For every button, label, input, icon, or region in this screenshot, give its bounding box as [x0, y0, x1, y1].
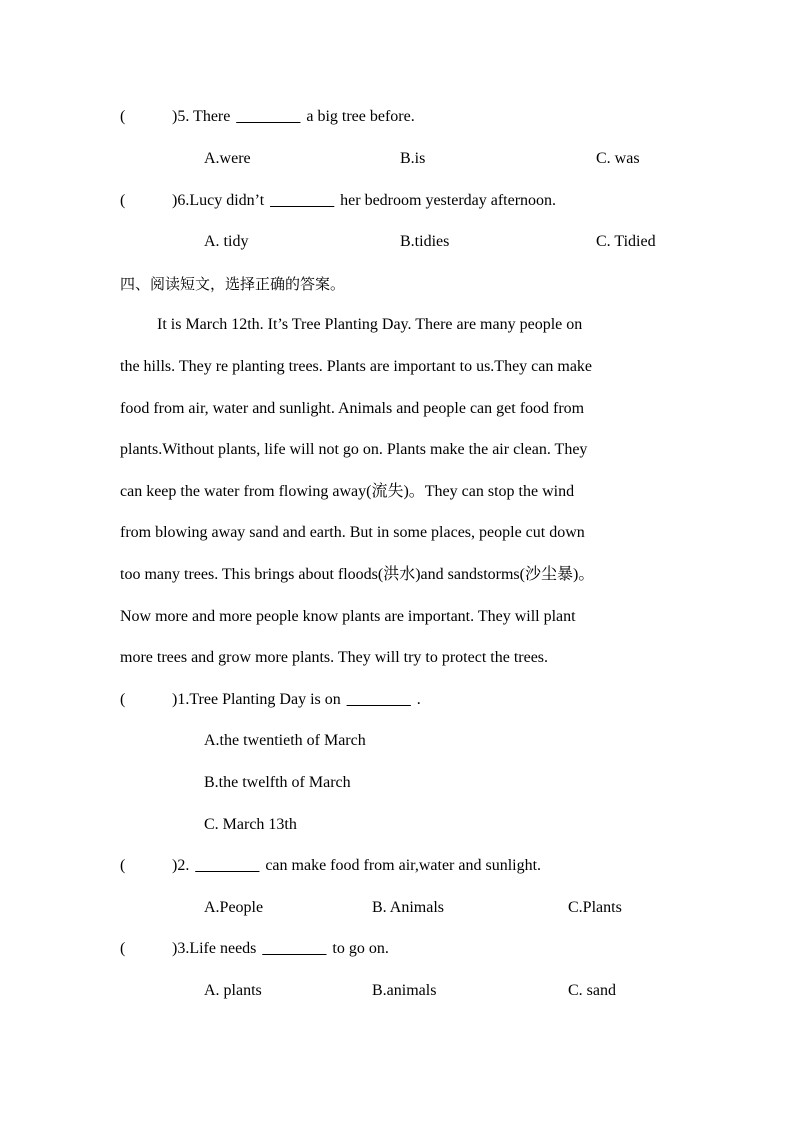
question-text-rest: to go on. [332, 940, 389, 957]
passage-line: from blowing away sand and earth. But in some places, people cut down [120, 524, 585, 541]
answer-blank: ________ [195, 857, 260, 874]
option-b: B.animals [372, 982, 437, 999]
passage-line: plants.Without plants, life will not go on. Plants make the air clean. They [120, 441, 588, 458]
passage-line: more trees and grow more plants. They will try to protect the trees. [120, 649, 549, 666]
option-a: A. plants [204, 982, 262, 999]
passage-line: can keep the water from flowing away(流失)。They can stop the wind [120, 483, 575, 500]
passage-line: Now more and more people know plants are important. They will plant [120, 608, 576, 625]
option-c: C. was [596, 150, 640, 167]
option-a: A. tidy [204, 233, 249, 250]
answer-paren-open: ( [120, 192, 126, 209]
passage-line: It is March 12th. It’s Tree Planting Day. There are many people on [157, 316, 583, 333]
option-c: C. Tidied [596, 233, 656, 250]
option-b: B.is [400, 150, 426, 167]
answer-paren-open: ( [120, 940, 126, 957]
option-c: C.Plants [568, 899, 622, 916]
option-a: A.the twentieth of March [204, 732, 366, 749]
option-c: C. March 13th [204, 816, 297, 833]
option-b: B.tidies [400, 233, 450, 250]
section-heading: 四、阅读短文，选择正确的答案。 [120, 275, 346, 293]
passage-line: the hills. They re planting trees. Plants are important to us.They can make [120, 358, 593, 375]
answer-paren-open: ( [120, 857, 126, 874]
answer-paren-open: ( [120, 691, 126, 708]
passage-line: food from air, water and sunlight. Animals and people can get food from [120, 400, 585, 417]
question-text: )3.Life needs [172, 940, 257, 957]
question-text-rest: a big tree before. [306, 108, 415, 125]
question-text: )5. There [172, 108, 231, 125]
question-text-rest: can make food from air,water and sunlight. [265, 857, 542, 874]
answer-blank: ________ [270, 192, 335, 209]
question-6 [120, 191, 556, 211]
option-c: C. sand [568, 982, 616, 999]
option-b: B. Animals [372, 899, 445, 916]
question-2 [120, 856, 541, 876]
answer-blank: ________ [236, 108, 301, 125]
question-text: )6.Lucy didn’t [172, 192, 265, 209]
question-3 [120, 939, 389, 959]
answer-blank: ________ [262, 940, 327, 957]
question-1 [120, 690, 421, 710]
passage-line: too many trees. This brings about floods(洪水)and sandstorms(沙尘暴)。 [120, 566, 595, 583]
option-a: A.People [204, 899, 264, 916]
question-text: )2. [172, 857, 190, 874]
answer-paren-open: ( [120, 108, 126, 125]
answer-blank: ________ [346, 691, 411, 708]
question-text-rest: her bedroom yesterday afternoon. [340, 192, 557, 209]
question-5 [120, 107, 415, 127]
question-text: )1.Tree Planting Day is on [172, 691, 341, 708]
option-b: B.the twelfth of March [204, 774, 351, 791]
question-text-rest: . [416, 691, 421, 708]
option-a: A.were [204, 150, 251, 167]
